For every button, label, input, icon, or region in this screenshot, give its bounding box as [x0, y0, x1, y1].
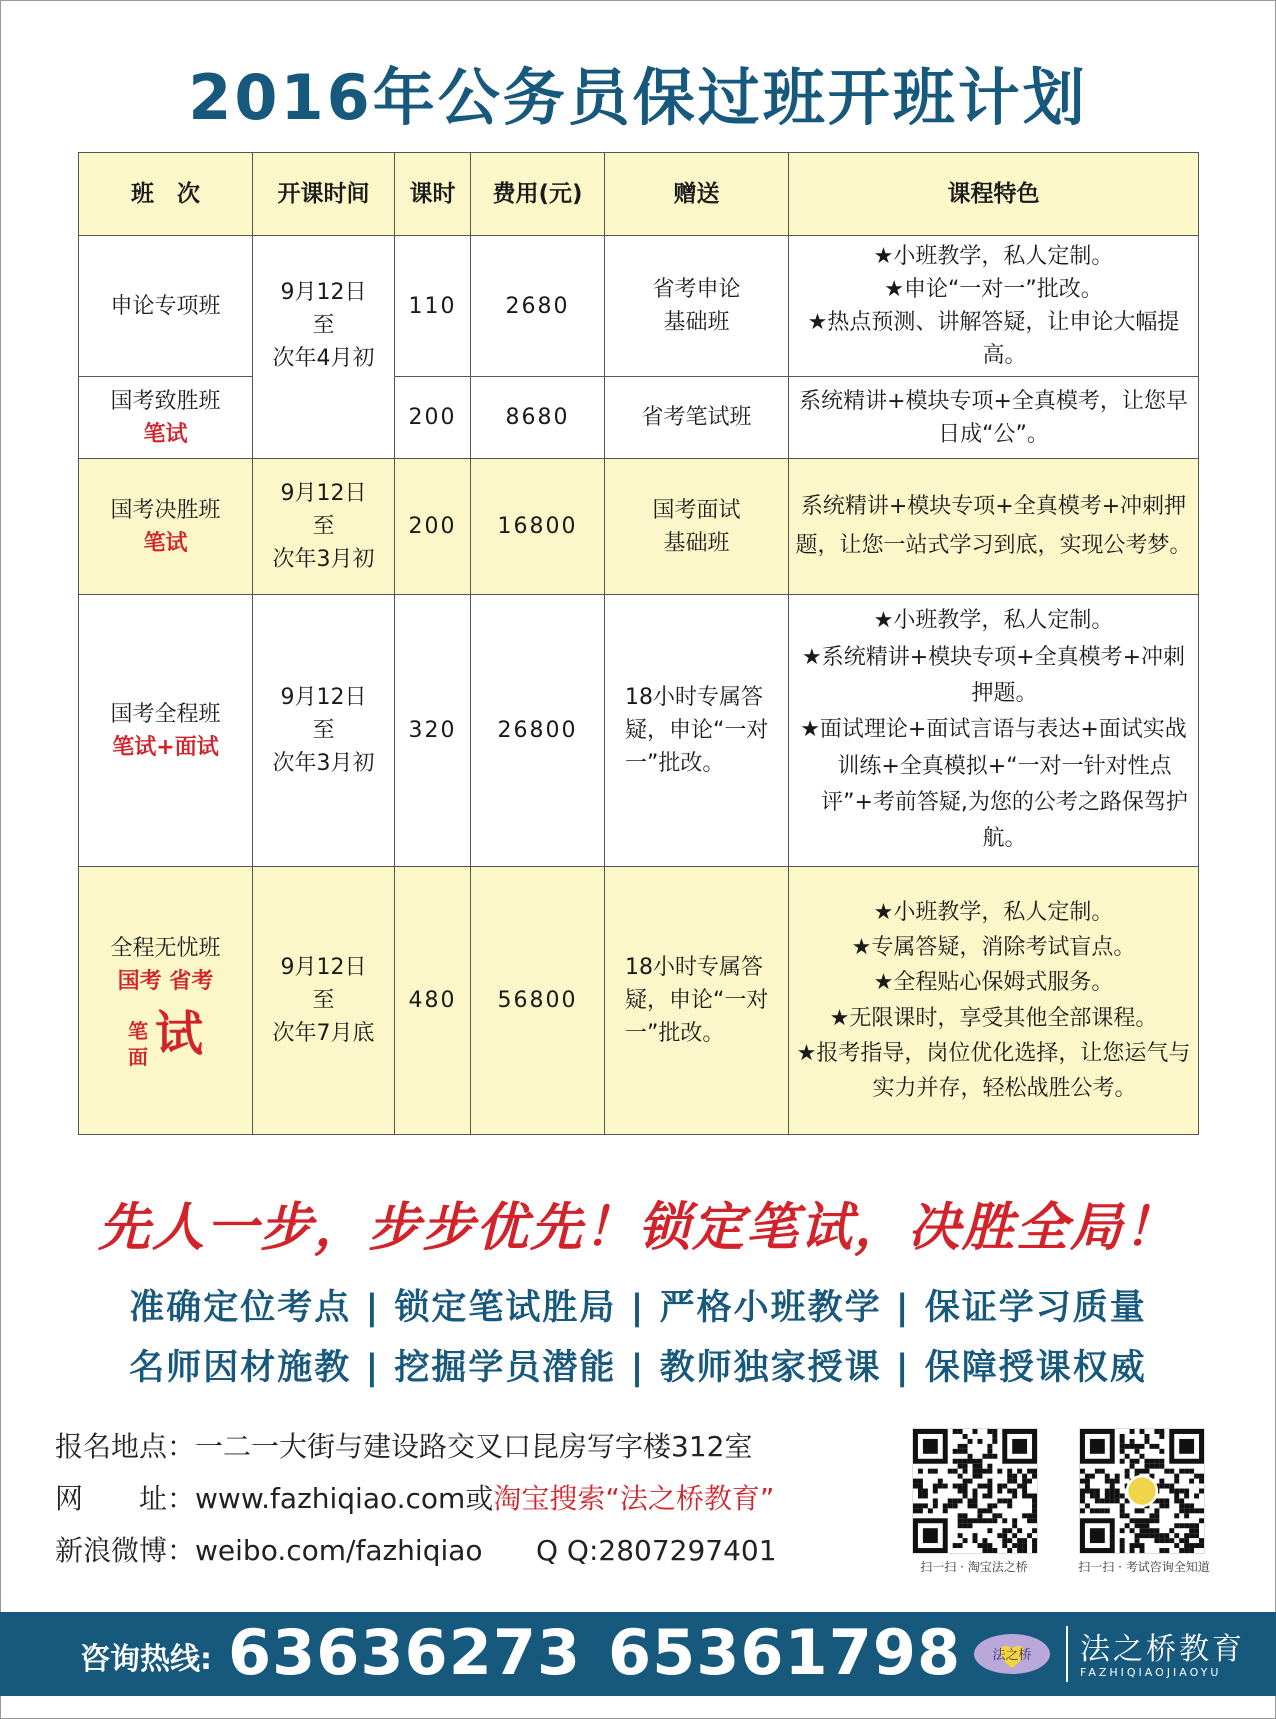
time-line: 9月12日 [280, 481, 367, 506]
features-cell [789, 867, 1199, 1135]
feature-item: ★专属答疑，消除考试盲点。 [851, 935, 1136, 961]
time-line: 次年4月初 [272, 346, 375, 371]
time-line: 次年7月底 [272, 1021, 375, 1046]
time-line: 至 [312, 514, 335, 539]
time-cell [253, 595, 395, 867]
time-cell [253, 459, 395, 595]
table-row [79, 595, 1199, 867]
logo-text: 法之桥 [992, 1648, 1032, 1663]
hotline-number[interactable]: 65361798 [608, 1616, 962, 1689]
time-line: 次年3月初 [272, 751, 375, 776]
address-label: 报名地点： [55, 1430, 196, 1463]
class-tag [85, 965, 246, 998]
weibo-link[interactable]: weibo.com/fazhiqiao [195, 1534, 483, 1567]
features-cell [789, 459, 1199, 595]
website-link[interactable]: www.fazhiqiao.com或 [195, 1482, 494, 1515]
gift-cell [605, 236, 789, 377]
schedule-table [78, 152, 1199, 1135]
feature-item: ★热点预测、讲解答疑，让申论大幅提高。 [807, 310, 1180, 368]
website-label: 网 址： [55, 1482, 196, 1515]
page-title: 2016年公务员保过班开班计划 [188, 61, 1088, 134]
hours-cell: 200 [395, 377, 471, 459]
class-tag-exam [85, 998, 246, 1070]
brand-logo-icon [972, 1630, 1052, 1678]
hours-cell: 110 [395, 236, 471, 377]
taobao-search-text: 淘宝搜索“法之桥教育” [493, 1482, 775, 1515]
hotline-number[interactable]: 63636273 [228, 1616, 582, 1689]
time-line: 9月12日 [280, 955, 367, 980]
hours-cell: 200 [395, 459, 471, 595]
header-hours: 课时 [395, 153, 471, 236]
gift-line: 基础班 [663, 530, 730, 556]
feature-item: ★小班教学，私人定制。 [873, 244, 1114, 269]
class-name-cell [79, 867, 253, 1135]
qr-code-taobao [912, 1428, 1038, 1554]
weibo-label: 新浪微博： [55, 1534, 196, 1567]
gift-cell [605, 867, 789, 1135]
brand-name-en: FAZHIQIAOJIAOYU [1080, 1666, 1222, 1679]
address-line [55, 1425, 752, 1465]
hours-cell: 480 [395, 867, 471, 1135]
gift-line: 省考申论 [652, 277, 741, 302]
class-name: 国考全程班 [110, 701, 221, 727]
footer-divider [1066, 1626, 1068, 1682]
feature-paragraph: 系统精讲+模块专项+全真模考，让您早日成“公”。 [799, 388, 1188, 447]
class-tag: 笔试 [143, 530, 188, 556]
features-line: 名师因材施教 | 挖掘学员潜能 | 教师独家授课 | 保障授课权威 [129, 1348, 1147, 1388]
table-row [79, 867, 1199, 1135]
class-name-cell [79, 459, 253, 595]
feature-item: ★全程贴心保姆式服务。 [873, 970, 1114, 996]
qq-number: Q Q:2807297401 [535, 1534, 777, 1567]
class-name: 国考致胜班 [110, 388, 221, 414]
time-cell [253, 236, 395, 459]
class-tag-provincial: 省考 [169, 968, 214, 994]
time-line: 9月12日 [280, 685, 367, 710]
website-line [55, 1477, 774, 1517]
features-cell [789, 236, 1199, 377]
gift-cell [605, 377, 789, 459]
header-start-time: 开课时间 [253, 153, 395, 236]
fee-cell: 56800 [471, 867, 605, 1135]
feature-item: ★系统精讲+模块专项+全真模考+冲刺押题。 [801, 644, 1186, 707]
time-line: 9月12日 [280, 280, 367, 305]
header-features: 课程特色 [789, 153, 1199, 236]
features-cell [789, 595, 1199, 867]
gift-paragraph: 18小时专属答疑，申论“一对一”批改。 [625, 955, 769, 1046]
class-name: 全程无忧班 [110, 935, 221, 961]
qr-code-consult [1079, 1428, 1205, 1554]
header-gift: 赠送 [605, 153, 789, 236]
class-name: 申论专项班 [110, 293, 221, 319]
time-line: 至 [312, 718, 335, 743]
table-header-row [79, 153, 1199, 236]
feature-paragraph: 系统精讲+模块专项+全真模考+冲刺押题，让您一站式学习到底，实现公考梦。 [795, 494, 1192, 558]
table-row [79, 236, 1199, 377]
fee-cell: 26800 [471, 595, 605, 867]
class-name-cell [79, 377, 253, 459]
class-tag-national: 国考 [117, 968, 162, 994]
address-text: 一二一大街与建设路交叉口昆房写字楼312室 [195, 1430, 753, 1463]
table-row [79, 459, 1199, 595]
class-tag-big: 试 [154, 1005, 203, 1062]
gift-cell [605, 459, 789, 595]
weibo-line [55, 1529, 777, 1569]
class-tag-stack [128, 1018, 148, 1070]
class-tag: 笔试 [143, 421, 188, 447]
class-tag: 笔试+面试 [112, 734, 219, 760]
brand-name: 法之桥教育 [1080, 1632, 1245, 1667]
feature-item: ★无限课时，享受其他全部课程。 [829, 1005, 1158, 1031]
gift-paragraph: 18小时专属答疑，申论“一对一”批改。 [625, 685, 769, 776]
feature-item: ★申论“一对一”批改。 [884, 277, 1103, 302]
time-line: 至 [312, 988, 335, 1013]
feature-item: ★小班教学，私人定制。 [873, 608, 1114, 634]
table-row [79, 377, 1199, 459]
class-tag-interview: 面 [127, 1044, 148, 1069]
feature-item: ★报考指导，岗位优化选择，让您运气与实力并存，轻松战胜公考。 [796, 1040, 1191, 1101]
feature-item: ★小班教学，私人定制。 [873, 899, 1114, 925]
time-cell [253, 867, 395, 1135]
features-line: 准确定位考点 | 锁定笔试胜局 | 严格小班教学 | 保证学习质量 [129, 1288, 1147, 1328]
hotline-label: 咨询热线: [80, 1642, 212, 1677]
qr-caption: 扫一扫 · 考试咨询全知道 [1078, 1560, 1210, 1574]
footer-bar [0, 1612, 1276, 1696]
header-fee: 费用(元) [471, 153, 605, 236]
class-name: 国考决胜班 [110, 497, 221, 523]
fee-cell: 16800 [471, 459, 605, 595]
hours-cell: 320 [395, 595, 471, 867]
class-name-cell [79, 595, 253, 867]
gift-line: 国考面试 [652, 497, 741, 523]
gift-cell [605, 595, 789, 867]
slogan: 先人一步，步步优先！锁定笔试，决胜全局！ [97, 1197, 1178, 1258]
fee-cell: 8680 [471, 377, 605, 459]
features-cell [789, 377, 1199, 459]
header-class: 班 次 [79, 153, 253, 236]
feature-item: ★面试理论+面试言语与表达+面试实战训练+全真模拟+“一对一针对性点评”+考前答疑,为您的公考之路保驾护航。 [800, 717, 1188, 852]
class-tag-written: 笔 [127, 1018, 148, 1043]
qr-caption: 扫一扫 · 淘宝法之桥 [920, 1560, 1028, 1574]
time-line: 次年3月初 [272, 547, 375, 572]
fee-cell: 2680 [471, 236, 605, 377]
class-name-cell [79, 236, 253, 377]
gift-line: 省考笔试班 [641, 405, 752, 430]
time-line: 至 [312, 313, 335, 338]
gift-line: 基础班 [663, 310, 730, 335]
